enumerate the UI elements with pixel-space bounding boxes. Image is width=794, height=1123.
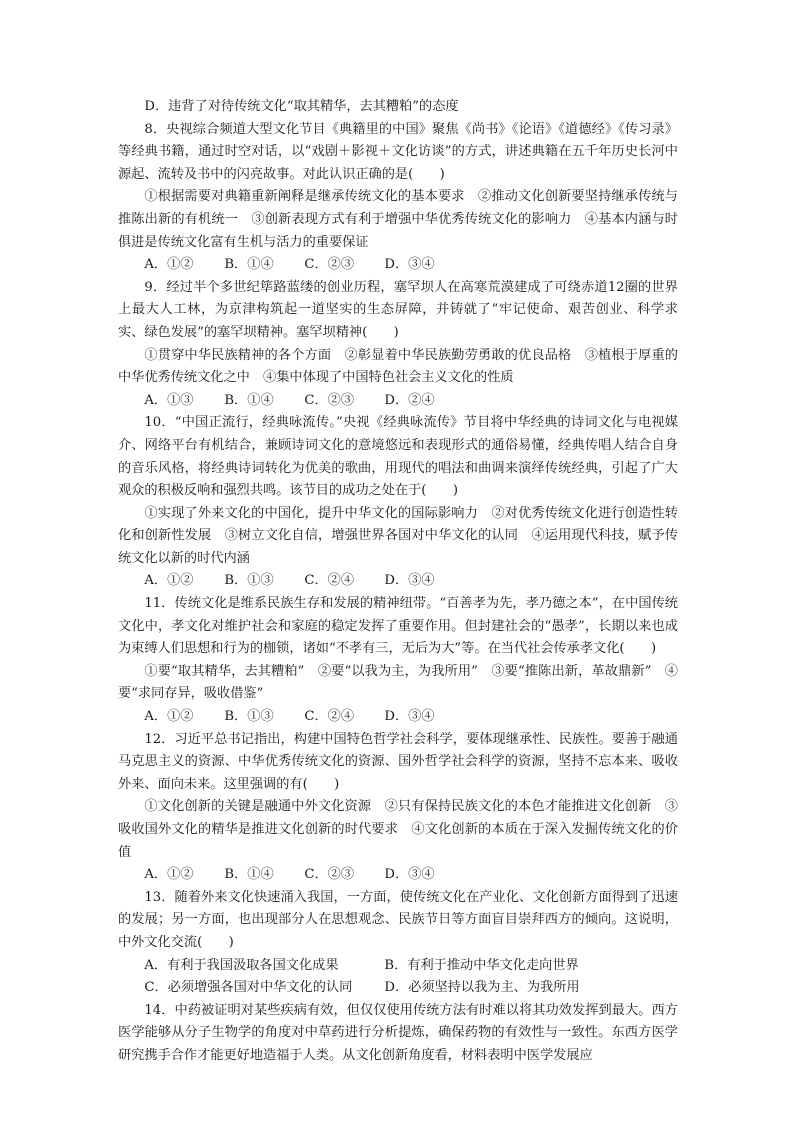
exam-page xyxy=(118,96,678,1068)
option-a: A．①② xyxy=(144,867,194,883)
option-d: D．③④ xyxy=(384,573,435,589)
question-stem: 13．随着外来文化快速涌入我国，一方面，使传统文化在产业化、文化创新方面得到了迅速的发展；另一方面，也出现部分人在思想观念、民族节日等方面盲目崇拜西方的倾向。这说明，中外文化交流( ) xyxy=(118,889,678,950)
question-14 xyxy=(118,1000,678,1068)
option-c: C．必须增强各国对中华文化的认同 xyxy=(144,980,353,996)
option-d: D．③④ xyxy=(384,257,435,273)
question-stem: 8．央视综合频道大型文化节目《典籍里的中国》聚焦《尚书》《论语》《道德经》《传习录》等经典书籍，通过时空对话，以“戏剧＋影视＋文化访谈”的方式，讲述典籍在五千年历史长河中源起、流转及书中的闪亮故事。对此认识正确的是( ) xyxy=(118,121,678,182)
question-8 xyxy=(118,119,678,277)
option-a: A．①③ xyxy=(144,392,194,408)
answer-options xyxy=(118,254,678,277)
question-statements: ①根据需要对典籍重新阐释是继承传统文化的基本要求 ②推动文化创新要坚持继承传统与推陈出新的有机统一 ③创新表现方式有利于增强中华优秀传统文化的影响力 ④基本内涵与时俱进是传统文化富有生机与活力的重要保证 xyxy=(118,189,678,250)
option-b: B．①④ xyxy=(224,257,274,273)
option-d: D．②④ xyxy=(384,392,435,408)
question-stem: 12．习近平总书记指出，构建中国特色哲学社会科学，要体现继承性、民族性。要善于融通马克思主义的资源、中华优秀传统文化的资源、国外哲学社会科学的资源，坚持不忘本来、吸收外来、面向未来。这里强调的有( ) xyxy=(118,731,678,792)
option-c: C．②④ xyxy=(304,709,355,725)
option-a: A．①② xyxy=(144,257,194,273)
question-stem: 10．“中国正流行，经典咏流传。”央视《经典咏流传》节目将中华经典的诗词文化与电视媒介、网络平台有机结合，兼顾诗词文化的意境悠远和表现形式的通俗易懂，经典传唱人结合自身的音乐风格，将经典诗词转化为优美的歌曲，用现代的唱法和曲调来演绎传统经典，引起了广大观众的积极反响和强烈共鸣。该节目的成功之处在于( ) xyxy=(118,415,678,499)
question-statements: ①要“取其精华，去其糟粕” ②要“以我为主，为我所用” ③要“推陈出新，革故鼎新” ④要“求同存异，吸收借鉴” xyxy=(118,663,678,702)
question-11 xyxy=(118,593,678,729)
answer-options-row-2 xyxy=(118,977,678,1000)
option-d: D．③④ xyxy=(384,867,435,883)
option-c: C．②④ xyxy=(304,573,355,589)
question-12 xyxy=(118,729,678,887)
question-13 xyxy=(118,887,678,1000)
question-stem: 9．经过半个多世纪筚路蓝缕的创业历程，塞罕坝人在高寒荒漠建成了可绕赤道12圈的世界上最大人工林，为京津构筑起一道坚实的生态屏障，并铸就了“牢记使命、艰苦创业、科学求实、绿色发展”的塞罕坝精神。塞罕坝精神( ) xyxy=(118,279,678,340)
option-a: A．①② xyxy=(144,709,194,725)
answer-options xyxy=(118,864,678,887)
question-9 xyxy=(118,277,678,413)
option-b: B．有利于推动中华文化走向世界 xyxy=(384,957,579,973)
option-b: B．①③ xyxy=(224,709,274,725)
question-statements: ①文化创新的关键是融通中外文化资源 ②只有保持民族文化的本色才能推进文化创新 ③吸收国外文化的精华是推进文化创新的时代要求 ④文化创新的本质在于深入发掘传统文化的价值 xyxy=(118,799,678,860)
answer-options-row-1 xyxy=(118,955,678,978)
answer-options xyxy=(118,570,678,593)
option-c: C．②③ xyxy=(304,392,355,408)
option-b: B．①④ xyxy=(224,867,274,883)
option-d: D．必须坚持以我为主、为我所用 xyxy=(384,980,580,996)
option-b: B．①③ xyxy=(224,573,274,589)
q7-option-d: D．违背了对待传统文化“取其精华，去其糟粕”的态度 xyxy=(144,99,459,114)
option-a: A．有利于我国汲取各国文化成果 xyxy=(144,957,339,973)
answer-options xyxy=(118,390,678,413)
option-c: C．②③ xyxy=(304,867,355,883)
option-a: A．①② xyxy=(144,573,194,589)
question-statements: ①实现了外来文化的中国化，提升中华文化的国际影响力 ②对优秀传统文化进行创造性转化和创新性发展 ③树立文化自信，增强世界各国对中华文化的认同 ④运用现代科技，赋予传统文化以新的时代内涵 xyxy=(118,505,678,566)
question-stem: 11．传统文化是维系民族生存和发展的精神纽带。“百善孝为先，孝乃德之本”，在中国传统文化中，孝文化对维护社会和家庭的稳定发挥了重要作用。但封建社会的“愚孝”，长期以来也成为束缚人们思想和行为的枷锁，诸如“不孝有三，无后为大”等。在当代社会传承孝文化( ) xyxy=(118,596,678,657)
answer-options xyxy=(118,706,678,729)
option-b: B．①④ xyxy=(224,392,274,408)
question-stem: 14．中药被证明对某些疾病有效，但仅仅使用传统方法有时难以将其功效发挥到最大。西方医学能够从分子生物学的角度对中草药进行分析提炼，确保药物的有效性与一致性。东西方医学研究携手合作才能更好地造福于人类。从文化创新角度看，材料表明中医学发展应 xyxy=(118,1002,678,1063)
option-c: C．②③ xyxy=(304,257,355,273)
question-statements: ①贯穿中华民族精神的各个方面 ②彰显着中华民族勤劳勇敢的优良品格 ③植根于厚重的中华优秀传统文化之中 ④集中体现了中国特色社会主义文化的性质 xyxy=(118,347,678,386)
option-d: D．③④ xyxy=(384,709,435,725)
question-10 xyxy=(118,412,678,593)
